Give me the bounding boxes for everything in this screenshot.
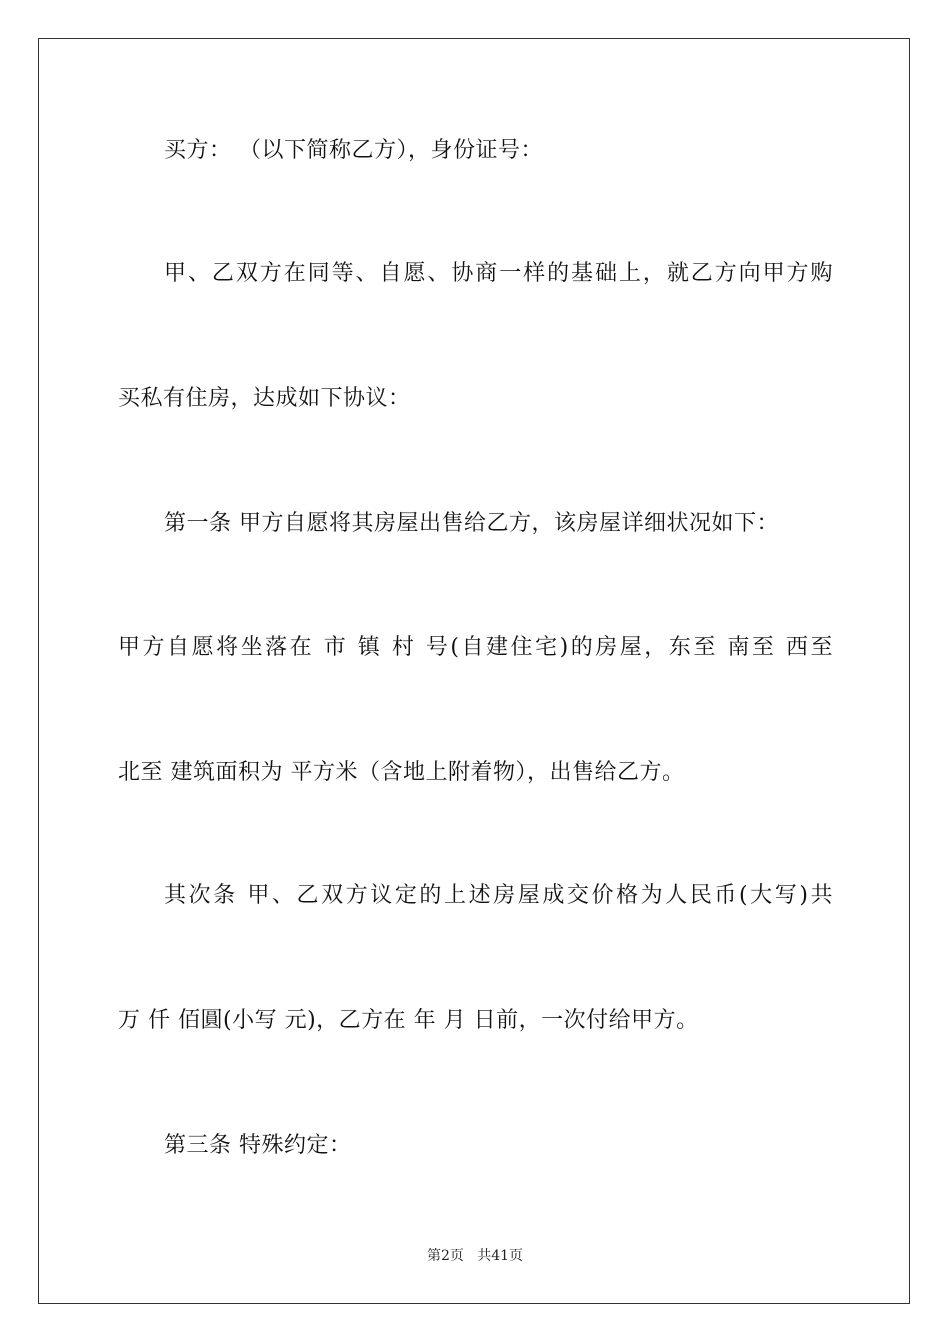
page-number-footer: 第2页 共41页 (426, 1248, 524, 1264)
buyer-line: 买方： （以下简称乙方），身份证号： (164, 138, 543, 163)
article-two-line-2: 万 仟 佰圓(小写 元)，乙方在 年 月 日前，一次付给甲方。 (118, 1008, 699, 1033)
page-border (38, 38, 910, 1304)
article-one-line-1: 甲方自愿将坐落在 市 镇 村 号(自建住宅)的房屋，东至 南至 西至 (118, 635, 833, 660)
article-two-line-1: 其次条 甲、乙双方议定的上述房屋成交价格为人民币(大写)共 (164, 883, 833, 908)
intro-paragraph-line-2: 买私有住房，达成如下协议： (118, 386, 411, 411)
article-one-line-2: 北至 建筑面积为 平方米（含地上附着物），出售给乙方。 (118, 760, 685, 785)
article-one-heading: 第一条 甲方自愿将其房屋出售给乙方，该房屋详细状况如下： (164, 511, 779, 536)
article-three-heading: 第三条 特殊约定： (164, 1133, 352, 1158)
intro-paragraph-line-1: 甲、乙双方在同等、自愿、协商一样的基础上，就乙方向甲方购 (164, 261, 833, 286)
